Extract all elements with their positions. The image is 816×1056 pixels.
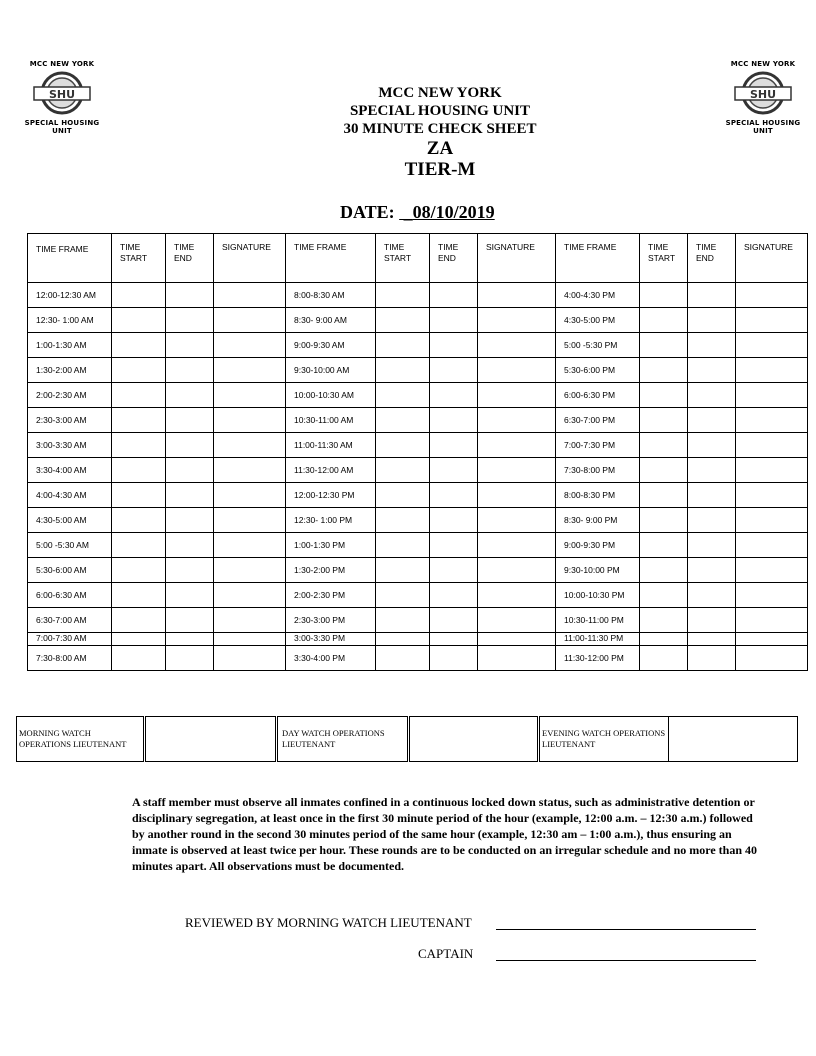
table-row bbox=[28, 608, 808, 633]
time-start-cell[interactable] bbox=[376, 308, 430, 333]
date-label: DATE: bbox=[340, 202, 395, 222]
time-start-cell[interactable] bbox=[640, 433, 688, 458]
time-frame-cell: 6:30-7:00 AM bbox=[28, 608, 112, 633]
signature-cell[interactable] bbox=[214, 633, 286, 646]
time-end-cell[interactable] bbox=[166, 283, 214, 308]
signature-cell[interactable] bbox=[736, 408, 808, 433]
time-start-cell[interactable] bbox=[640, 308, 688, 333]
time-frame-cell: 1:30-2:00 AM bbox=[28, 358, 112, 383]
time-start-cell[interactable] bbox=[112, 583, 166, 608]
signature-cell[interactable] bbox=[736, 358, 808, 383]
time-start-cell[interactable] bbox=[376, 433, 430, 458]
time-end-cell[interactable] bbox=[688, 533, 736, 558]
table-row bbox=[28, 408, 808, 433]
logo-right bbox=[718, 58, 808, 138]
table-row bbox=[28, 533, 808, 558]
time-start-cell[interactable] bbox=[376, 483, 430, 508]
time-start-cell[interactable] bbox=[112, 333, 166, 358]
time-start-cell[interactable] bbox=[640, 283, 688, 308]
signature-cell[interactable] bbox=[736, 458, 808, 483]
signature-cell[interactable] bbox=[214, 646, 286, 671]
time-end-cell[interactable] bbox=[688, 646, 736, 671]
table-row bbox=[28, 483, 808, 508]
time-end-cell[interactable] bbox=[166, 633, 214, 646]
watch-lieutenant-table bbox=[16, 716, 798, 762]
time-start-cell[interactable] bbox=[640, 608, 688, 633]
time-frame-cell: 8:30- 9:00 PM bbox=[556, 508, 640, 533]
signature-cell[interactable] bbox=[736, 483, 808, 508]
header-time-frame: TIME FRAME bbox=[28, 234, 112, 283]
signature-cell[interactable] bbox=[736, 333, 808, 358]
shu-emblem-icon bbox=[31, 71, 93, 115]
signature-cell[interactable] bbox=[214, 608, 286, 633]
time-frame-cell: 5:30-6:00 PM bbox=[556, 358, 640, 383]
time-end-cell[interactable] bbox=[688, 283, 736, 308]
svg-text:SHU: SHU bbox=[48, 88, 76, 101]
time-end-cell[interactable] bbox=[166, 558, 214, 583]
time-start-cell[interactable] bbox=[376, 633, 430, 646]
time-end-cell[interactable] bbox=[430, 433, 478, 458]
signature-cell[interactable] bbox=[214, 483, 286, 508]
time-start-cell[interactable] bbox=[640, 558, 688, 583]
time-end-cell[interactable] bbox=[430, 608, 478, 633]
time-frame-cell: 8:00-8:30 PM bbox=[556, 483, 640, 508]
time-frame-cell: 12:00-12:30 AM bbox=[28, 283, 112, 308]
header-signature: SIGNATURE bbox=[736, 234, 808, 283]
signature-cell[interactable] bbox=[214, 458, 286, 483]
time-frame-cell: 5:00 -5:30 AM bbox=[28, 533, 112, 558]
time-start-cell[interactable] bbox=[112, 508, 166, 533]
signature-cell[interactable] bbox=[214, 558, 286, 583]
time-start-cell[interactable] bbox=[376, 333, 430, 358]
signature-cell[interactable] bbox=[736, 283, 808, 308]
time-start-cell[interactable] bbox=[112, 383, 166, 408]
time-frame-cell: 4:30-5:00 PM bbox=[556, 308, 640, 333]
signature-cell[interactable] bbox=[736, 633, 808, 646]
time-end-cell[interactable] bbox=[430, 308, 478, 333]
signature-cell[interactable] bbox=[478, 608, 556, 633]
time-end-cell[interactable] bbox=[166, 333, 214, 358]
time-start-cell[interactable] bbox=[640, 408, 688, 433]
time-frame-cell: 3:30-4:00 AM bbox=[28, 458, 112, 483]
time-start-cell[interactable] bbox=[376, 533, 430, 558]
time-frame-cell: 2:00-2:30 PM bbox=[286, 583, 376, 608]
table-row bbox=[28, 508, 808, 533]
time-end-cell[interactable] bbox=[430, 483, 478, 508]
time-end-cell[interactable] bbox=[430, 383, 478, 408]
check-table bbox=[27, 233, 808, 671]
logo-top-text: MCC NEW YORK bbox=[730, 60, 796, 68]
time-start-cell[interactable] bbox=[640, 533, 688, 558]
time-end-cell[interactable] bbox=[166, 308, 214, 333]
time-start-cell[interactable] bbox=[112, 558, 166, 583]
time-frame-cell: 1:00-1:30 PM bbox=[286, 533, 376, 558]
time-frame-cell: 7:30-8:00 AM bbox=[28, 646, 112, 671]
time-frame-cell: 9:00-9:30 PM bbox=[556, 533, 640, 558]
signature-cell[interactable] bbox=[478, 583, 556, 608]
signature-cell[interactable] bbox=[478, 308, 556, 333]
signature-cell[interactable] bbox=[214, 408, 286, 433]
time-end-cell[interactable] bbox=[166, 533, 214, 558]
time-start-cell[interactable] bbox=[376, 383, 430, 408]
time-start-cell[interactable] bbox=[376, 283, 430, 308]
time-end-cell[interactable] bbox=[688, 483, 736, 508]
header-time-frame: TIME FRAME bbox=[286, 234, 376, 283]
table-row bbox=[28, 383, 808, 408]
time-start-cell[interactable] bbox=[112, 608, 166, 633]
day-watch-label: DAY WATCH OPERATIONS LIEUTENANT bbox=[277, 717, 409, 762]
time-end-cell[interactable] bbox=[430, 558, 478, 583]
signature-cell[interactable] bbox=[478, 558, 556, 583]
time-frame-cell: 3:30-4:00 PM bbox=[286, 646, 376, 671]
signature-cell[interactable] bbox=[214, 583, 286, 608]
table-row bbox=[28, 283, 808, 308]
time-frame-cell: 8:00-8:30 AM bbox=[286, 283, 376, 308]
time-frame-cell: 4:00-4:30 AM bbox=[28, 483, 112, 508]
signature-cell[interactable] bbox=[736, 433, 808, 458]
header-signature: SIGNATURE bbox=[478, 234, 556, 283]
signature-cell[interactable] bbox=[478, 283, 556, 308]
signature-cell[interactable] bbox=[478, 383, 556, 408]
time-frame-cell: 2:00-2:30 AM bbox=[28, 383, 112, 408]
time-start-cell[interactable] bbox=[112, 483, 166, 508]
time-start-cell[interactable] bbox=[376, 558, 430, 583]
evening-watch-signature[interactable] bbox=[669, 717, 798, 762]
signature-cell[interactable] bbox=[214, 358, 286, 383]
header-time-end: TIME END bbox=[688, 234, 736, 283]
header-unit: SPECIAL HOUSING UNIT bbox=[349, 103, 531, 119]
time-frame-cell: 1:00-1:30 AM bbox=[28, 333, 112, 358]
signature-cell[interactable] bbox=[478, 633, 556, 646]
signature-cell[interactable] bbox=[736, 583, 808, 608]
time-start-cell[interactable] bbox=[376, 408, 430, 433]
time-frame-cell: 10:30-11:00 PM bbox=[556, 608, 640, 633]
time-end-cell[interactable] bbox=[166, 408, 214, 433]
header-time-frame: TIME FRAME bbox=[556, 234, 640, 283]
time-start-cell[interactable] bbox=[376, 358, 430, 383]
time-end-cell[interactable] bbox=[688, 408, 736, 433]
time-end-cell[interactable] bbox=[430, 408, 478, 433]
time-start-cell[interactable] bbox=[112, 408, 166, 433]
time-start-cell[interactable] bbox=[640, 333, 688, 358]
time-frame-cell: 7:30-8:00 PM bbox=[556, 458, 640, 483]
time-start-cell[interactable] bbox=[112, 646, 166, 671]
time-start-cell[interactable] bbox=[112, 358, 166, 383]
svg-text:SHU: SHU bbox=[749, 88, 777, 101]
table-row bbox=[28, 433, 808, 458]
logo-bottom-text: SPECIAL HOUSING UNIT bbox=[24, 119, 100, 135]
signature-cell[interactable] bbox=[736, 383, 808, 408]
time-start-cell[interactable] bbox=[640, 458, 688, 483]
time-start-cell[interactable] bbox=[640, 358, 688, 383]
time-frame-cell: 11:30-12:00 AM bbox=[286, 458, 376, 483]
signature-cell[interactable] bbox=[736, 533, 808, 558]
time-start-cell[interactable] bbox=[112, 308, 166, 333]
header-time-start: TIME START bbox=[112, 234, 166, 283]
signature-cell[interactable] bbox=[736, 308, 808, 333]
signature-cell[interactable] bbox=[736, 608, 808, 633]
time-frame-cell: 10:30-11:00 AM bbox=[286, 408, 376, 433]
time-frame-cell: 3:00-3:30 PM bbox=[286, 633, 376, 646]
signature-cell[interactable] bbox=[214, 533, 286, 558]
time-end-cell[interactable] bbox=[688, 333, 736, 358]
time-end-cell[interactable] bbox=[688, 608, 736, 633]
time-start-cell[interactable] bbox=[640, 483, 688, 508]
time-frame-cell: 12:30- 1:00 PM bbox=[286, 508, 376, 533]
time-end-cell[interactable] bbox=[166, 646, 214, 671]
table-header-row bbox=[28, 234, 808, 283]
time-frame-cell: 5:30-6:00 AM bbox=[28, 558, 112, 583]
time-start-cell[interactable] bbox=[640, 583, 688, 608]
time-end-cell[interactable] bbox=[430, 533, 478, 558]
time-frame-cell: 8:30- 9:00 AM bbox=[286, 308, 376, 333]
signature-cell[interactable] bbox=[214, 433, 286, 458]
time-frame-cell: 2:30-3:00 PM bbox=[286, 608, 376, 633]
signature-cell[interactable] bbox=[478, 646, 556, 671]
header-time-start: TIME START bbox=[640, 234, 688, 283]
time-frame-cell: 9:30-10:00 PM bbox=[556, 558, 640, 583]
time-frame-cell: 9:30-10:00 AM bbox=[286, 358, 376, 383]
captain-label: CAPTAIN bbox=[418, 946, 474, 961]
time-end-cell[interactable] bbox=[430, 508, 478, 533]
time-frame-cell: 12:00-12:30 PM bbox=[286, 483, 376, 508]
time-start-cell[interactable] bbox=[640, 633, 688, 646]
time-start-cell[interactable] bbox=[376, 583, 430, 608]
time-end-cell[interactable] bbox=[688, 433, 736, 458]
time-end-cell[interactable] bbox=[430, 646, 478, 671]
time-end-cell[interactable] bbox=[688, 583, 736, 608]
time-end-cell[interactable] bbox=[166, 508, 214, 533]
signature-cell[interactable] bbox=[478, 358, 556, 383]
time-frame-cell: 11:30-12:00 PM bbox=[556, 646, 640, 671]
time-start-cell[interactable] bbox=[112, 633, 166, 646]
signature-cell[interactable] bbox=[214, 308, 286, 333]
time-frame-cell: 3:00-3:30 AM bbox=[28, 433, 112, 458]
policy-notice: A staff member must observe all inmates confined in a continuous locked down status, such as administrative detention or disciplinary segregation, at least once in the first 30 minute period of the hour (example, 12:00 a.m. – 12:30 a.m.) followed by another round in the second 30 minutes period of the same hour (example, 12:30 am – 1:00 a.m.), thus ensuring an inmate is observed at least twice per hour. These rounds are to be conducted on an irregular schedule and no more than 40 minutes apart. All observations must be documented. bbox=[132, 795, 758, 873]
signature-cell[interactable] bbox=[214, 333, 286, 358]
time-end-cell[interactable] bbox=[688, 633, 736, 646]
time-end-cell[interactable] bbox=[688, 308, 736, 333]
time-end-cell[interactable] bbox=[430, 583, 478, 608]
table-row bbox=[28, 333, 808, 358]
day-watch-signature[interactable] bbox=[409, 717, 539, 762]
time-end-cell[interactable] bbox=[166, 608, 214, 633]
signature-cell[interactable] bbox=[214, 383, 286, 408]
table-row bbox=[28, 308, 808, 333]
time-frame-cell: 4:30-5:00 AM bbox=[28, 508, 112, 533]
reviewed-by-signature-line[interactable] bbox=[496, 929, 756, 930]
table-row bbox=[28, 646, 808, 671]
time-end-cell[interactable] bbox=[430, 283, 478, 308]
time-end-cell[interactable] bbox=[166, 358, 214, 383]
signature-cell[interactable] bbox=[736, 508, 808, 533]
time-frame-cell: 6:30-7:00 PM bbox=[556, 408, 640, 433]
evening-watch-label: EVENING WATCH OPERATIONS LIEUTENANT bbox=[539, 717, 669, 762]
document-header bbox=[230, 84, 650, 180]
header-tier: TIER-M bbox=[404, 159, 476, 180]
time-start-cell[interactable] bbox=[640, 646, 688, 671]
time-frame-cell: 6:00-6:30 AM bbox=[28, 583, 112, 608]
time-end-cell[interactable] bbox=[166, 433, 214, 458]
time-end-cell[interactable] bbox=[166, 383, 214, 408]
time-start-cell[interactable] bbox=[376, 646, 430, 671]
signature-cell[interactable] bbox=[478, 433, 556, 458]
captain-signature-line[interactable] bbox=[496, 960, 756, 961]
time-frame-cell: 6:00-6:30 PM bbox=[556, 383, 640, 408]
time-end-cell[interactable] bbox=[688, 383, 736, 408]
time-frame-cell: 4:00-4:30 PM bbox=[556, 283, 640, 308]
logo-bottom-text: SPECIAL HOUSING UNIT bbox=[725, 119, 801, 135]
time-frame-cell: 1:30-2:00 PM bbox=[286, 558, 376, 583]
header-time-end: TIME END bbox=[166, 234, 214, 283]
shu-emblem-icon bbox=[732, 71, 794, 115]
time-end-cell[interactable] bbox=[430, 458, 478, 483]
morning-watch-label: MORNING WATCH OPERATIONS LIEUTENANT bbox=[17, 717, 145, 762]
header-time-start: TIME START bbox=[376, 234, 430, 283]
time-start-cell[interactable] bbox=[640, 383, 688, 408]
logo-left bbox=[17, 58, 107, 138]
time-end-cell[interactable] bbox=[688, 358, 736, 383]
signature-cell[interactable] bbox=[478, 458, 556, 483]
time-start-cell[interactable] bbox=[112, 283, 166, 308]
time-start-cell[interactable] bbox=[112, 433, 166, 458]
table-row bbox=[28, 458, 808, 483]
time-end-cell[interactable] bbox=[688, 508, 736, 533]
table-row bbox=[28, 358, 808, 383]
time-frame-cell: 12:30- 1:00 AM bbox=[28, 308, 112, 333]
table-row bbox=[28, 583, 808, 608]
date-line bbox=[340, 202, 495, 223]
time-frame-cell: 10:00-10:30 PM bbox=[556, 583, 640, 608]
time-frame-cell: 7:00-7:30 AM bbox=[28, 633, 112, 646]
header-facility: MCC NEW YORK bbox=[378, 85, 502, 101]
time-frame-cell: 9:00-9:30 AM bbox=[286, 333, 376, 358]
time-frame-cell: 2:30-3:00 AM bbox=[28, 408, 112, 433]
time-frame-cell: 10:00-10:30 AM bbox=[286, 383, 376, 408]
signature-cell[interactable] bbox=[736, 646, 808, 671]
time-frame-cell: 7:00-7:30 PM bbox=[556, 433, 640, 458]
time-start-cell[interactable] bbox=[376, 458, 430, 483]
signature-cell[interactable] bbox=[478, 508, 556, 533]
time-start-cell[interactable] bbox=[376, 508, 430, 533]
logo-top-text: MCC NEW YORK bbox=[29, 60, 95, 68]
time-end-cell[interactable] bbox=[430, 333, 478, 358]
table-row bbox=[28, 558, 808, 583]
date-value: _08/10/2019 bbox=[399, 202, 495, 222]
header-sheet-title: 30 MINUTE CHECK SHEET bbox=[343, 121, 537, 137]
time-frame-cell: 11:00-11:30 AM bbox=[286, 433, 376, 458]
time-end-cell[interactable] bbox=[430, 358, 478, 383]
time-end-cell[interactable] bbox=[430, 633, 478, 646]
morning-watch-signature[interactable] bbox=[145, 717, 277, 762]
time-end-cell[interactable] bbox=[166, 458, 214, 483]
time-start-cell[interactable] bbox=[112, 458, 166, 483]
time-frame-cell: 5:00 -5:30 PM bbox=[556, 333, 640, 358]
reviewed-by-label: REVIEWED BY MORNING WATCH LIEUTENANT bbox=[185, 915, 472, 930]
time-start-cell[interactable] bbox=[640, 508, 688, 533]
time-end-cell[interactable] bbox=[166, 583, 214, 608]
header-time-end: TIME END bbox=[430, 234, 478, 283]
signature-cell[interactable] bbox=[478, 408, 556, 433]
time-start-cell[interactable] bbox=[112, 533, 166, 558]
signature-cell[interactable] bbox=[478, 483, 556, 508]
signature-cell[interactable] bbox=[478, 533, 556, 558]
time-start-cell[interactable] bbox=[376, 608, 430, 633]
header-signature: SIGNATURE bbox=[214, 234, 286, 283]
header-range: ZA bbox=[426, 138, 454, 159]
signature-cell[interactable] bbox=[214, 508, 286, 533]
table-row bbox=[28, 633, 808, 646]
time-end-cell[interactable] bbox=[166, 483, 214, 508]
time-end-cell[interactable] bbox=[688, 458, 736, 483]
time-end-cell[interactable] bbox=[688, 558, 736, 583]
time-frame-cell: 11:00-11:30 PM bbox=[556, 633, 640, 646]
signature-cell[interactable] bbox=[736, 558, 808, 583]
signature-cell[interactable] bbox=[478, 333, 556, 358]
signature-cell[interactable] bbox=[214, 283, 286, 308]
